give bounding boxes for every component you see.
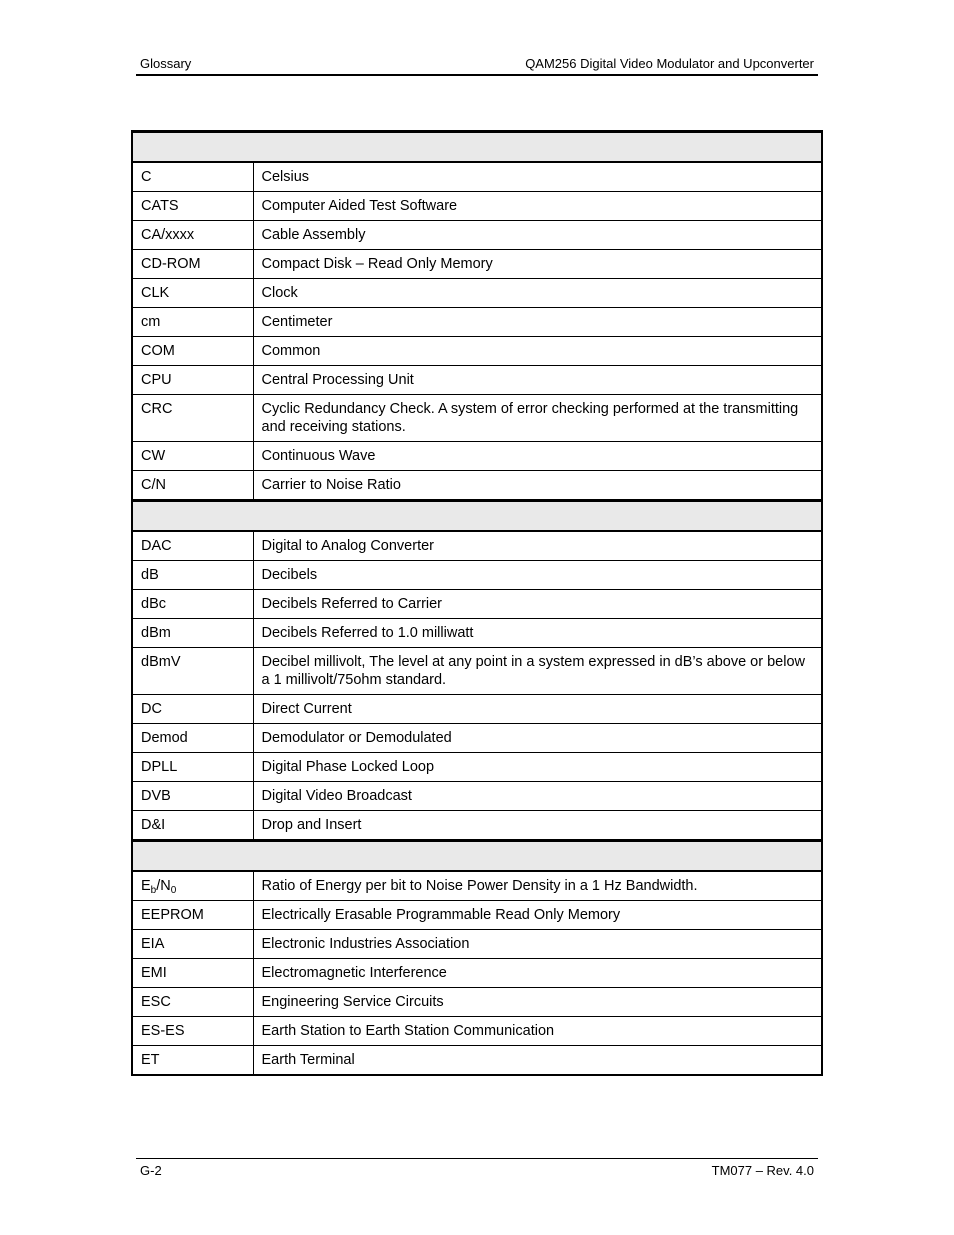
term: dBm [132, 619, 253, 648]
table-row [132, 619, 822, 648]
table-row [132, 590, 822, 619]
definition: Continuous Wave [253, 442, 822, 471]
header-section-title: Glossary [140, 56, 192, 71]
header-document-title: QAM256 Digital Video Modulator and Upconverter [525, 56, 814, 71]
term: DVB [132, 782, 253, 811]
table-row [132, 901, 822, 930]
term-main: E [141, 878, 151, 894]
definition: Decibels Referred to Carrier [253, 590, 822, 619]
section-header-d [132, 501, 822, 532]
term: ESC [132, 988, 253, 1017]
definition: Engineering Service Circuits [253, 988, 822, 1017]
definition: Clock [253, 279, 822, 308]
table-row [132, 162, 822, 192]
table-row [132, 471, 822, 501]
term: COM [132, 337, 253, 366]
table-row [132, 724, 822, 753]
term: CD-ROM [132, 250, 253, 279]
term: EIA [132, 930, 253, 959]
table-row [132, 871, 822, 901]
page-number: G-2 [140, 1163, 162, 1178]
term: Demod [132, 724, 253, 753]
table-row [132, 648, 822, 695]
table-row [132, 1017, 822, 1046]
definition: Compact Disk – Read Only Memory [253, 250, 822, 279]
table-row [132, 531, 822, 561]
term: dB [132, 561, 253, 590]
table-row [132, 308, 822, 337]
term: CRC [132, 395, 253, 442]
table-row [132, 753, 822, 782]
table-row [132, 395, 822, 442]
section-header-e [132, 841, 822, 872]
table-row [132, 221, 822, 250]
table-row [132, 930, 822, 959]
term [132, 871, 253, 901]
definition: Earth Station to Earth Station Communication [253, 1017, 822, 1046]
definition: Cyclic Redundancy Check. A system of error checking performed at the transmitting and receiving stations. [253, 395, 822, 442]
definition: Celsius [253, 162, 822, 192]
document-revision: TM077 – Rev. 4.0 [711, 1163, 814, 1178]
term: dBmV [132, 648, 253, 695]
table-row [132, 1046, 822, 1076]
table-row [132, 782, 822, 811]
definition: Carrier to Noise Ratio [253, 471, 822, 501]
definition: Earth Terminal [253, 1046, 822, 1076]
definition: Centimeter [253, 308, 822, 337]
definition: Drop and Insert [253, 811, 822, 841]
term-subscript: b [150, 885, 157, 896]
table-row [132, 988, 822, 1017]
term-subscript: 0 [170, 885, 177, 896]
term: cm [132, 308, 253, 337]
definition: Decibel millivolt, The level at any point in a system expressed in dB’s above or below a 1 millivolt/75ohm standard. [253, 648, 822, 695]
term: EEPROM [132, 901, 253, 930]
term-main: /N [156, 878, 171, 894]
term: CW [132, 442, 253, 471]
term: C/N [132, 471, 253, 501]
glossary-table [131, 130, 823, 1076]
term: D&I [132, 811, 253, 841]
table-row [132, 337, 822, 366]
term: CATS [132, 192, 253, 221]
table-row [132, 250, 822, 279]
definition: Common [253, 337, 822, 366]
definition: Cable Assembly [253, 221, 822, 250]
table-row [132, 442, 822, 471]
table-row [132, 561, 822, 590]
section-header-c [132, 132, 822, 163]
term: CPU [132, 366, 253, 395]
definition: Central Processing Unit [253, 366, 822, 395]
page-footer [136, 1158, 818, 1180]
term: DAC [132, 531, 253, 561]
term: ES-ES [132, 1017, 253, 1046]
term: CLK [132, 279, 253, 308]
definition: Electronic Industries Association [253, 930, 822, 959]
table-row [132, 192, 822, 221]
table-row [132, 366, 822, 395]
definition: Digital to Analog Converter [253, 531, 822, 561]
definition: Electromagnetic Interference [253, 959, 822, 988]
table-row [132, 279, 822, 308]
term: DC [132, 695, 253, 724]
definition: Decibels Referred to 1.0 milliwatt [253, 619, 822, 648]
definition: Demodulator or Demodulated [253, 724, 822, 753]
term: ET [132, 1046, 253, 1076]
term: EMI [132, 959, 253, 988]
table-row [132, 695, 822, 724]
page-header [136, 56, 818, 76]
table-row [132, 959, 822, 988]
definition: Ratio of Energy per bit to Noise Power Density in a 1 Hz Bandwidth. [253, 871, 822, 901]
definition: Decibels [253, 561, 822, 590]
definition: Digital Video Broadcast [253, 782, 822, 811]
term: C [132, 162, 253, 192]
term: DPLL [132, 753, 253, 782]
table-row [132, 811, 822, 841]
definition: Direct Current [253, 695, 822, 724]
definition: Computer Aided Test Software [253, 192, 822, 221]
term: dBc [132, 590, 253, 619]
term: CA/xxxx [132, 221, 253, 250]
definition: Electrically Erasable Programmable Read Only Memory [253, 901, 822, 930]
definition: Digital Phase Locked Loop [253, 753, 822, 782]
